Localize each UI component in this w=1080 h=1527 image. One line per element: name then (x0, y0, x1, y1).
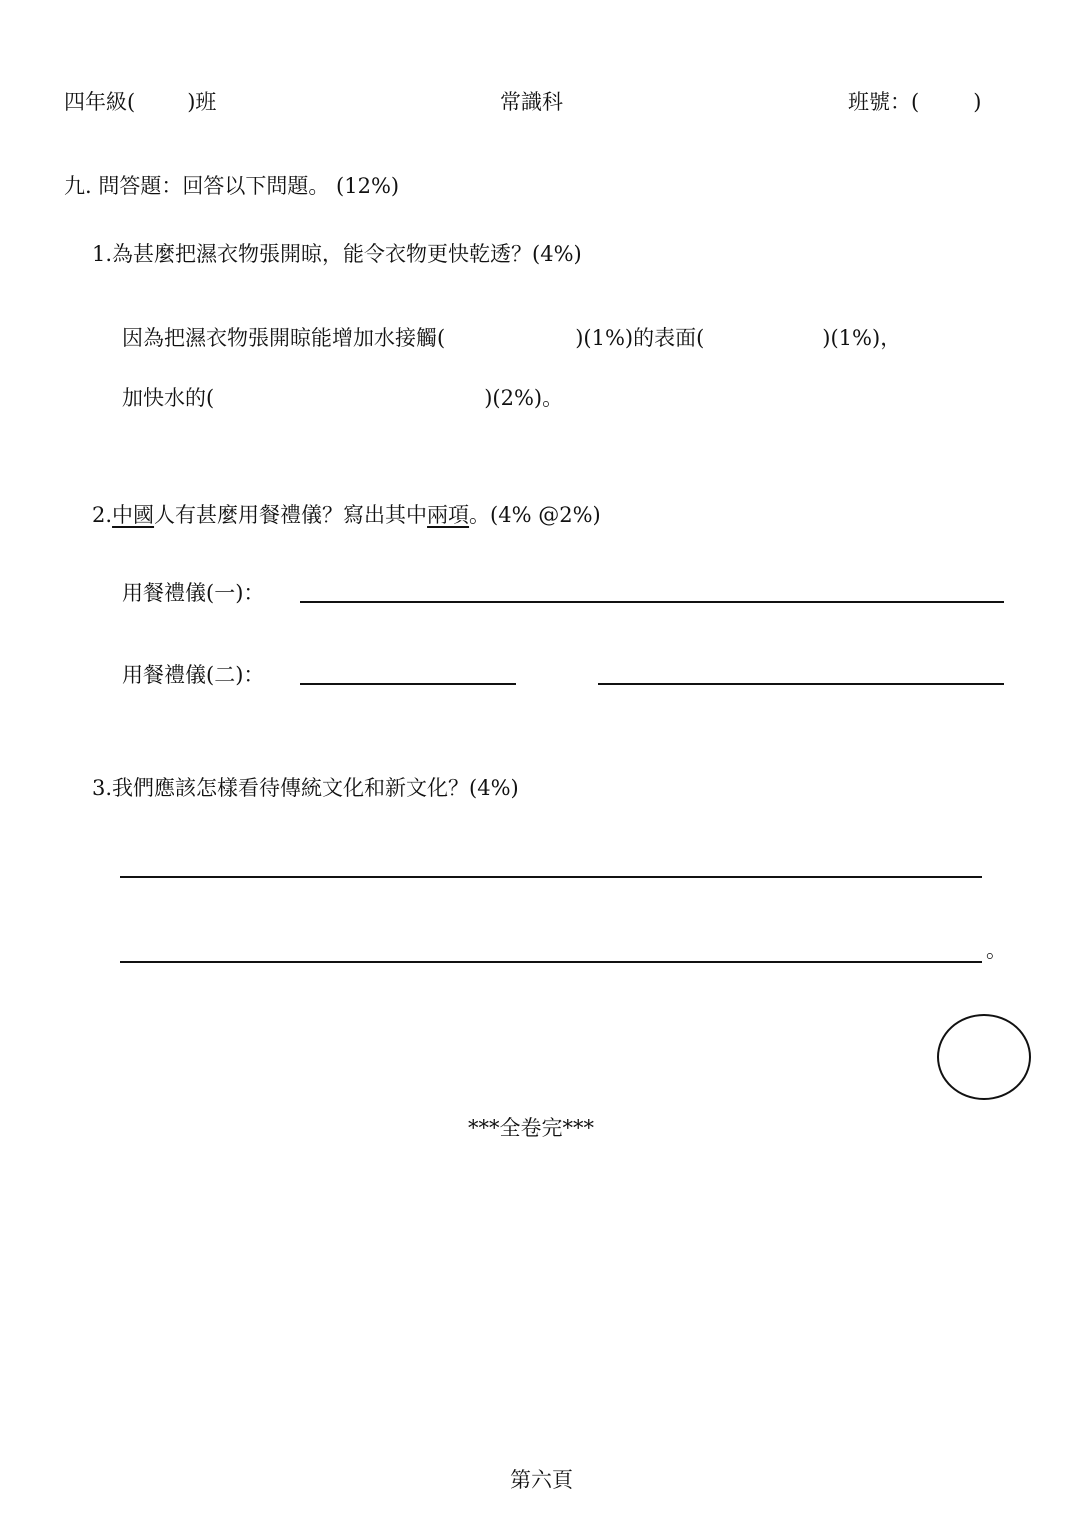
q2-answer-1-line[interactable] (300, 601, 1004, 603)
q1-text-a: 因為把濕衣物張開晾能增加水接觸( (122, 326, 446, 350)
q3-answer-line-2[interactable] (120, 961, 982, 963)
end-of-paper: ***全卷完*** (468, 1116, 594, 1140)
q3-answer-line-1[interactable] (120, 876, 982, 878)
question-1-answer-line-2 (122, 388, 563, 409)
q1-text-d: 加快水的( (122, 386, 215, 410)
page-number: 第六頁 (510, 1468, 573, 1492)
question-1-answer-line-1 (122, 328, 901, 349)
grade-suffix: )班 (187, 90, 217, 114)
class-number-label (848, 92, 981, 113)
q2-country-underlined: 中國 (112, 503, 155, 527)
q2-question-end: 。(4% @2%) (469, 503, 601, 527)
q1-text-b: )(1%)的表面( (575, 326, 705, 350)
section-title: 九. 問答題：回答以下問題。 (12%) (64, 174, 400, 198)
q2-question-mid: 人有甚麼用餐禮儀？寫出其中 (154, 503, 428, 527)
question-2 (92, 505, 601, 526)
q2-count-underlined: 兩項 (427, 503, 470, 527)
q3-end-mark: 。 (986, 938, 1007, 962)
question-3: 3.我們應該怎樣看待傳統文化和新文化？(4%) (92, 776, 519, 800)
class-number-suffix: ) (973, 90, 982, 114)
grade-label (64, 92, 216, 113)
q1-text-c: )(1%)， (822, 326, 902, 350)
q2-answer-2-label: 用餐禮儀(二)： (122, 663, 265, 687)
q2-answer-1-label: 用餐禮儀(一)： (122, 581, 265, 605)
q2-number: 2. (92, 503, 113, 527)
q2-answer-2-line-a[interactable] (300, 683, 516, 685)
class-number-prefix: 班號：( (848, 90, 920, 114)
score-circle (937, 1014, 1031, 1100)
grade-prefix: 四年級( (64, 90, 136, 114)
question-1: 1.為甚麼把濕衣物張開晾，能令衣物更快乾透？(4%) (92, 242, 582, 266)
q2-answer-2-line-b[interactable] (598, 683, 1004, 685)
q1-text-e: )(2%)。 (484, 386, 564, 410)
subject-title: 常識科 (500, 90, 563, 114)
